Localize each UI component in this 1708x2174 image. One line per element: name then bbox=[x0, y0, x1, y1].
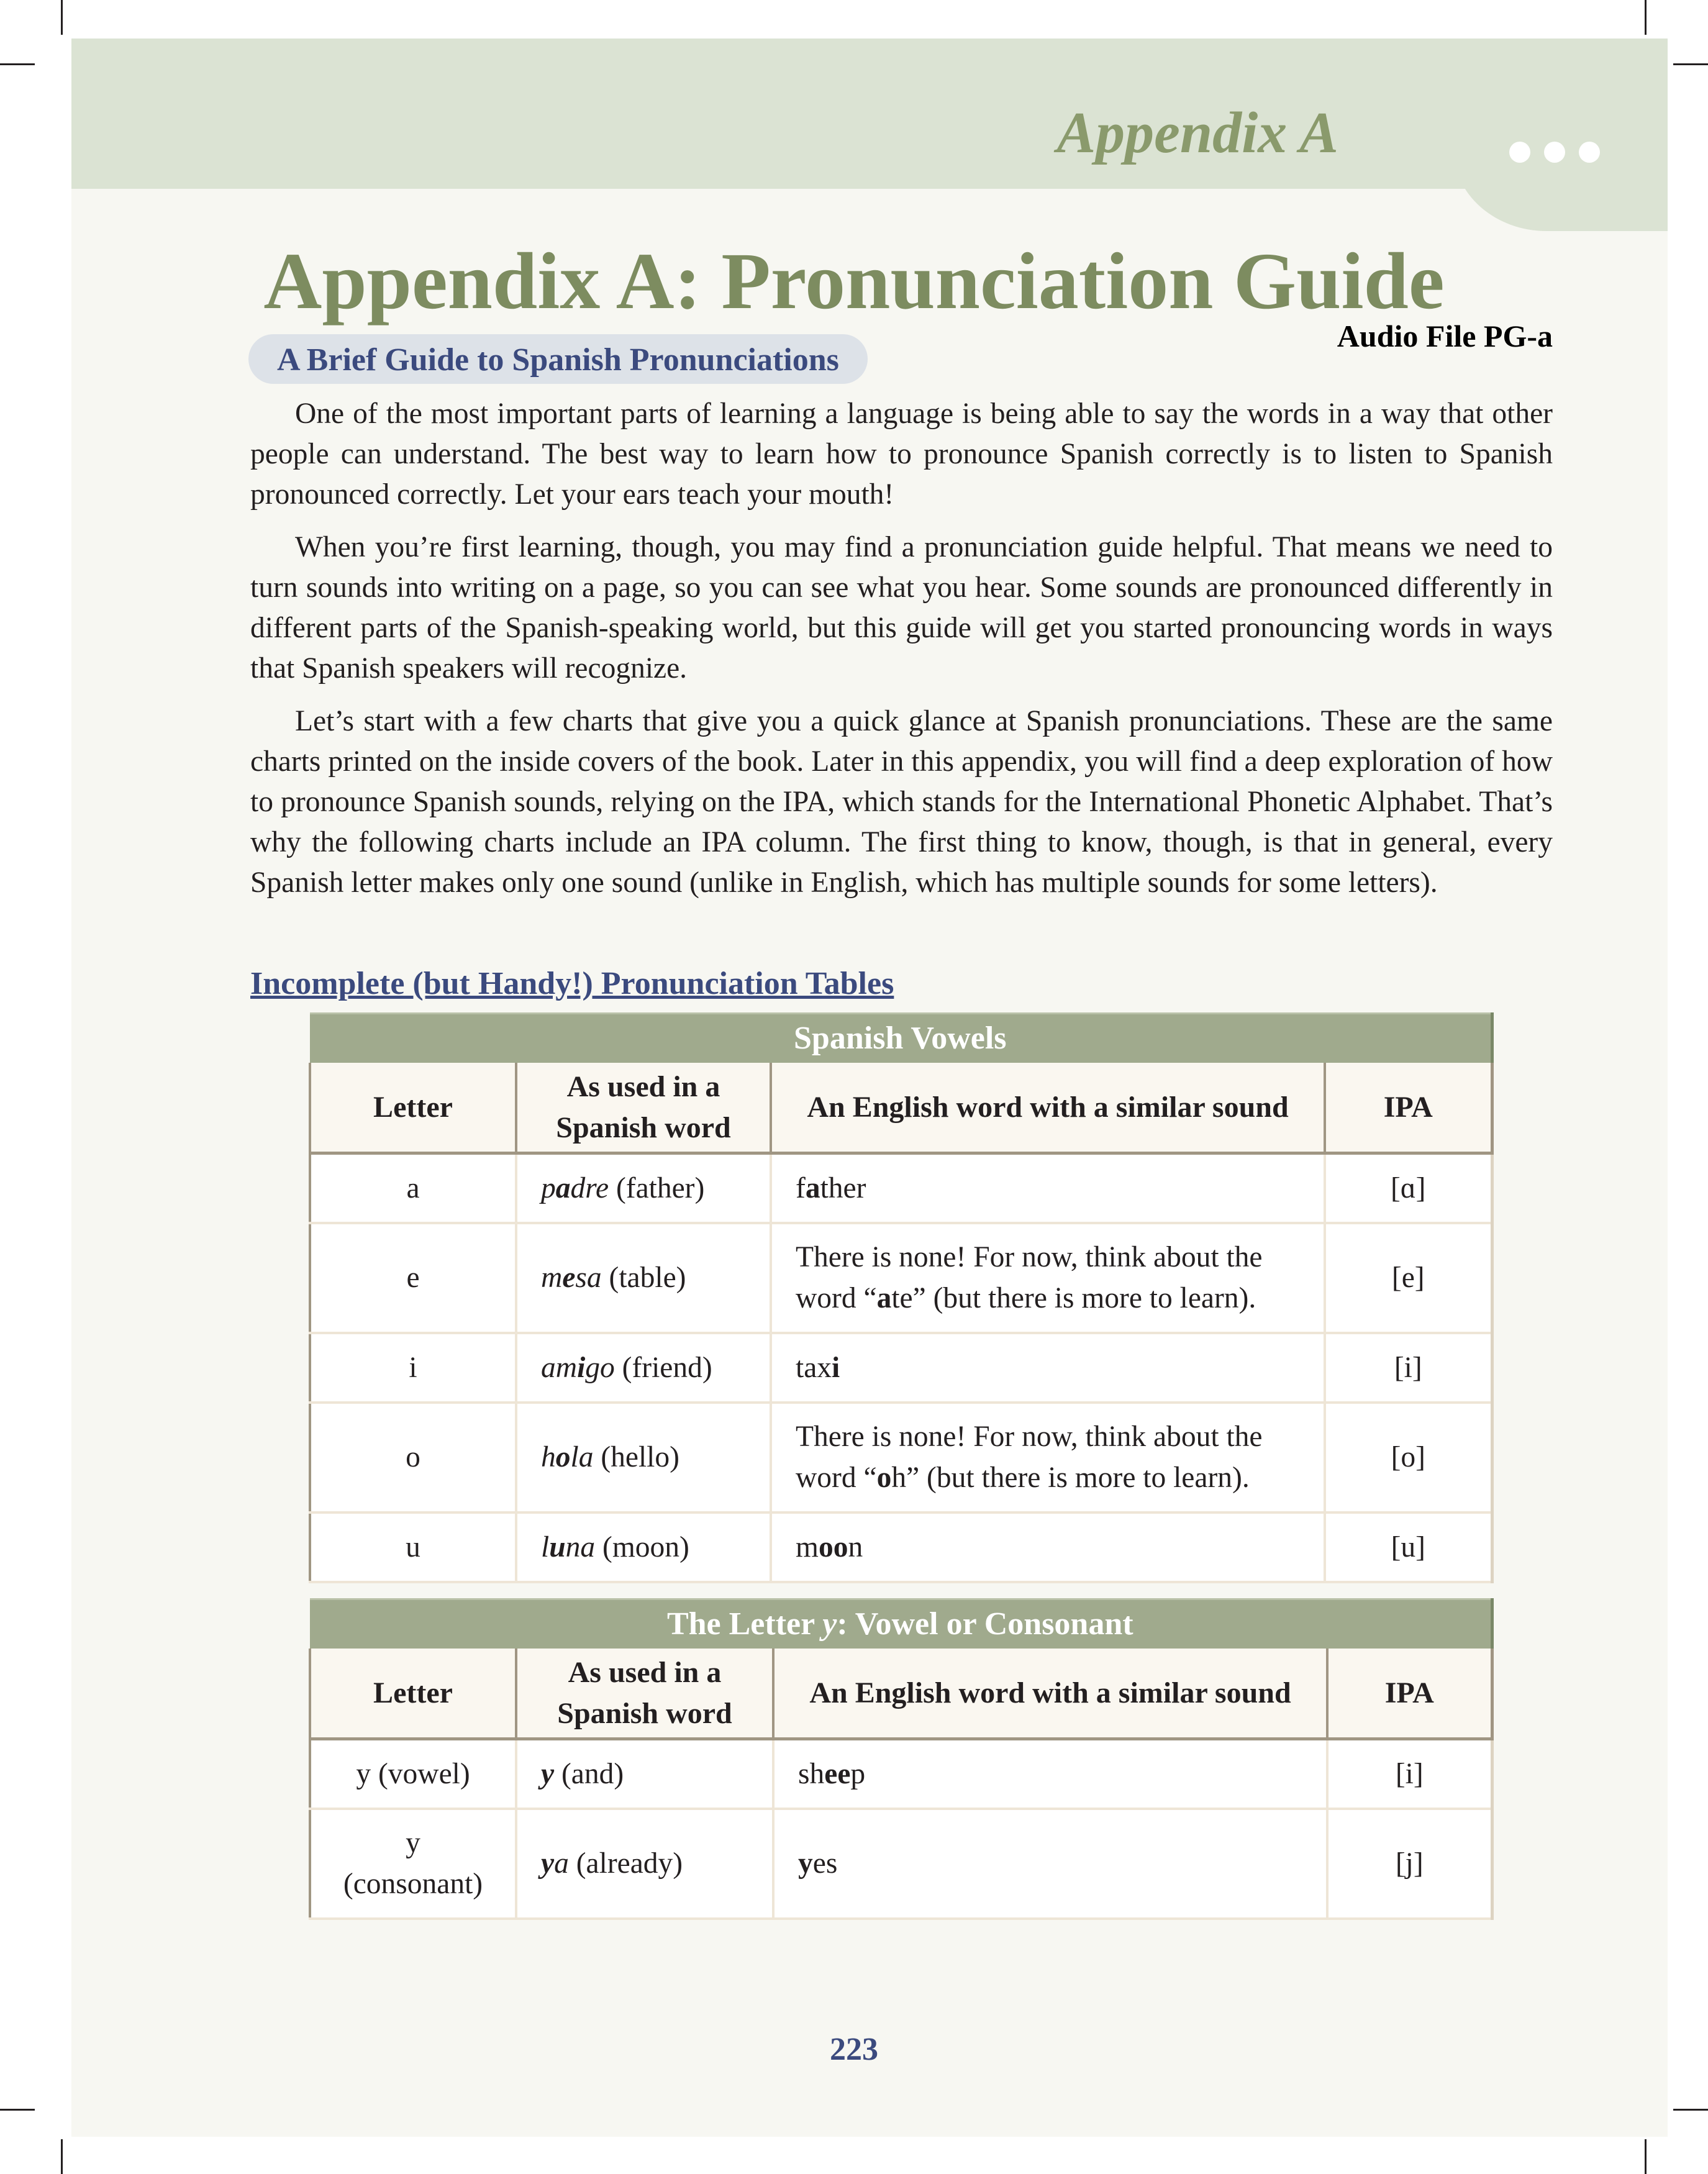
dot bbox=[1544, 142, 1565, 163]
header-band bbox=[71, 39, 1668, 189]
ipa-cell: [j] bbox=[1327, 1809, 1492, 1919]
spanish-word-cell: luna (moon) bbox=[516, 1512, 771, 1582]
crop-mark bbox=[61, 0, 63, 35]
crop-mark bbox=[1673, 2109, 1708, 2111]
letter-cell: y (vowel) bbox=[310, 1739, 516, 1809]
english-word-cell: sheep bbox=[773, 1739, 1327, 1809]
body-text bbox=[250, 394, 1553, 916]
page-title: Appendix A: Pronunciation Guide bbox=[263, 237, 1445, 326]
english-word-cell: father bbox=[771, 1153, 1325, 1223]
table-row bbox=[310, 1809, 1492, 1919]
column-header-spanish: As used in a Spanish word bbox=[516, 1649, 773, 1739]
ipa-cell: [ɑ] bbox=[1325, 1153, 1492, 1223]
crop-mark bbox=[0, 2109, 35, 2111]
letter-cell: u bbox=[310, 1512, 516, 1582]
column-header-letter: Letter bbox=[310, 1649, 516, 1739]
column-header-ipa: IPA bbox=[1327, 1649, 1492, 1739]
english-word-cell: There is none! For now, think about the word “oh” (but there is more to learn). bbox=[771, 1403, 1325, 1512]
table-row bbox=[310, 1223, 1492, 1333]
spanish-word-cell: padre (father) bbox=[516, 1153, 771, 1223]
crop-mark bbox=[1645, 2139, 1647, 2174]
tables-heading: Incomplete (but Handy!) Pronunciation Tables bbox=[250, 966, 894, 1001]
spanish-word-cell: mesa (table) bbox=[516, 1223, 771, 1333]
table-row bbox=[310, 1153, 1492, 1223]
letter-y-table bbox=[309, 1598, 1494, 1920]
english-word-cell: yes bbox=[773, 1809, 1327, 1919]
column-header-letter: Letter bbox=[310, 1063, 516, 1153]
table-row bbox=[310, 1512, 1492, 1582]
running-head: Appendix A bbox=[1056, 101, 1338, 165]
ipa-cell: [i] bbox=[1325, 1333, 1492, 1403]
letter-cell: i bbox=[310, 1333, 516, 1403]
crop-mark bbox=[1673, 63, 1708, 65]
crop-mark bbox=[0, 63, 35, 65]
paragraph: When you’re first learning, though, you may find a pronunciation guide helpful. That means we need to turn sounds into writing on a page, so you can see what you hear. Some sounds are pronounced differently in different parts of the Spanish-speaking world, but this guide will get you started pronouncing words in ways that Spanish speakers will recognize. bbox=[250, 531, 1553, 684]
column-header-ipa: IPA bbox=[1325, 1063, 1492, 1153]
dot bbox=[1579, 142, 1600, 163]
spanish-word-cell: y (and) bbox=[516, 1739, 773, 1809]
crop-mark bbox=[61, 2139, 63, 2174]
audio-file-label: Audio File PG-a bbox=[1337, 319, 1553, 353]
letter-cell: y (consonant) bbox=[310, 1809, 516, 1919]
vowels-table bbox=[309, 1012, 1494, 1583]
english-word-cell: moon bbox=[771, 1512, 1325, 1582]
table-row bbox=[310, 1403, 1492, 1512]
paragraph: One of the most important parts of learning a language is being able to say the words in a way that other people can understand. The best way to learn how to pronounce Spanish correctly is to listen to Spanish pronounced correctly. Let your ears teach your mouth! bbox=[250, 398, 1553, 511]
page-number: 223 bbox=[830, 2032, 878, 2067]
spanish-word-cell: hola (hello) bbox=[516, 1403, 771, 1512]
column-header-english: An English word with a similar sound bbox=[771, 1063, 1325, 1153]
english-word-cell: There is none! For now, think about the word “ate” (but there is more to learn). bbox=[771, 1223, 1325, 1333]
letter-cell: o bbox=[310, 1403, 516, 1512]
table-row bbox=[310, 1739, 1492, 1809]
ipa-cell: [e] bbox=[1325, 1223, 1492, 1333]
spanish-word-cell: amigo (friend) bbox=[516, 1333, 771, 1403]
table-title: The Letter y: Vowel or Consonant bbox=[310, 1599, 1492, 1649]
english-word-cell: taxi bbox=[771, 1333, 1325, 1403]
spanish-word-cell: ya (already) bbox=[516, 1809, 773, 1919]
ipa-cell: [i] bbox=[1327, 1739, 1492, 1809]
table-title: Spanish Vowels bbox=[310, 1014, 1492, 1063]
table-row bbox=[310, 1333, 1492, 1403]
dot bbox=[1509, 142, 1530, 163]
column-header-spanish: As used in a Spanish word bbox=[516, 1063, 771, 1153]
column-header-english: An English word with a similar sound bbox=[773, 1649, 1327, 1739]
section-heading: A Brief Guide to Spanish Pronunciations bbox=[248, 334, 868, 384]
ipa-cell: [u] bbox=[1325, 1512, 1492, 1582]
letter-cell: e bbox=[310, 1223, 516, 1333]
crop-mark bbox=[1645, 0, 1647, 35]
letter-cell: a bbox=[310, 1153, 516, 1223]
ipa-cell: [o] bbox=[1325, 1403, 1492, 1512]
paragraph: Let’s start with a few charts that give you a quick glance at Spanish pronunciations. These are the same charts printed on the inside covers of the book. Later in this appendix, you will find a deep exploration of how to pronounce Spanish sounds, relying on the IPA, which stands for the International Phonetic Alphabet. That’s why the following charts include an IPA column. The first thing to know, though, is that in general, every Spanish letter makes only one sound (unlike in English, which has multiple sounds for some letters). bbox=[250, 705, 1553, 899]
